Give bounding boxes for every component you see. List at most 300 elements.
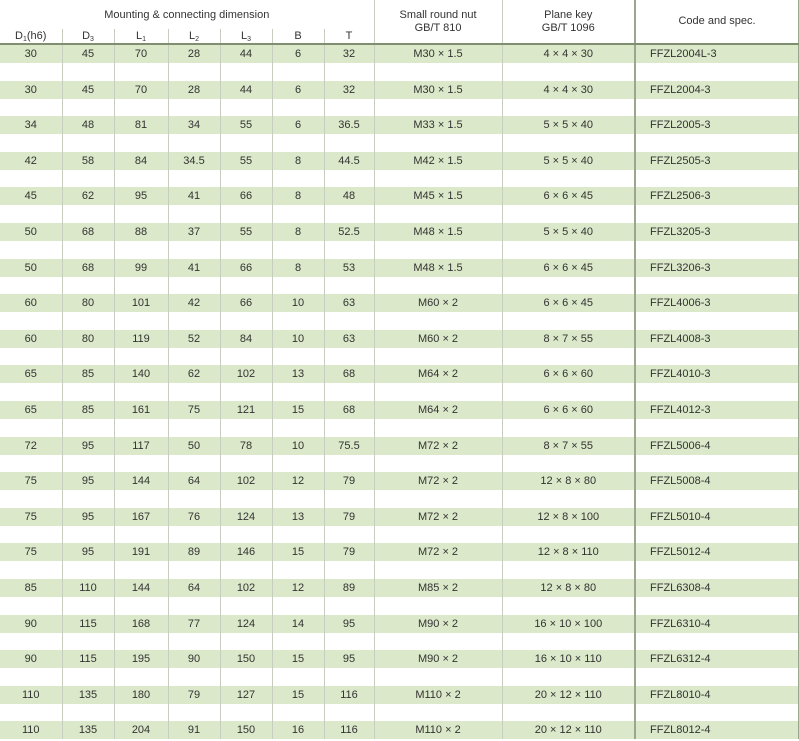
separator-cell xyxy=(502,597,635,615)
separator-cell xyxy=(374,312,502,330)
cell-b: 15 xyxy=(272,650,324,668)
cell-d3: 95 xyxy=(62,543,114,561)
separator-cell xyxy=(635,63,799,81)
separator-cell xyxy=(635,668,799,686)
separator-cell xyxy=(0,205,62,223)
col-header-subscript: 2 xyxy=(195,35,200,43)
separator-cell xyxy=(502,668,635,686)
separator-cell xyxy=(220,348,272,366)
cell-code: FFZL6312-4 xyxy=(635,650,799,668)
cell-round-nut: M64 × 2 xyxy=(374,365,502,383)
cell-l3: 124 xyxy=(220,508,272,526)
cell-plane-key: 8 × 7 × 55 xyxy=(502,437,635,455)
cell-l3: 78 xyxy=(220,437,272,455)
cell-round-nut: M42 × 1.5 xyxy=(374,152,502,170)
col-header-subscript: 3 xyxy=(247,35,252,43)
cell-l2: 41 xyxy=(168,259,220,277)
col-header-base: D xyxy=(15,29,23,42)
col-header-subscript: 3 xyxy=(90,35,94,43)
table-row xyxy=(0,401,799,419)
cell-plane-key: 6 × 6 × 60 xyxy=(502,365,635,383)
separator-cell xyxy=(502,561,635,579)
separator-cell xyxy=(0,170,62,188)
cell-l2: 34 xyxy=(168,116,220,134)
cell-l3: 146 xyxy=(220,543,272,561)
cell-round-nut: M60 × 2 xyxy=(374,330,502,348)
separator-cell xyxy=(62,277,114,295)
cell-l1: 84 xyxy=(114,152,168,170)
col-header-base: L xyxy=(240,29,248,42)
separator-cell xyxy=(324,455,374,473)
separator-cell xyxy=(502,205,635,223)
table-row xyxy=(0,259,799,277)
cell-round-nut: M72 × 2 xyxy=(374,543,502,561)
cell-code: FFZL5006-4 xyxy=(635,437,799,455)
cell-d3: 95 xyxy=(62,472,114,490)
separator-cell xyxy=(0,383,62,401)
separator-cell xyxy=(168,241,220,259)
cell-l3: 121 xyxy=(220,401,272,419)
separator-cell xyxy=(324,668,374,686)
separator-cell xyxy=(324,312,374,330)
separator-cell xyxy=(62,490,114,508)
cell-l2: 34.5 xyxy=(168,152,220,170)
separator-cell xyxy=(272,312,324,330)
separator-cell xyxy=(635,490,799,508)
separator-cell xyxy=(635,383,799,401)
separator-cell xyxy=(0,455,62,473)
cell-d1: 65 xyxy=(0,365,62,383)
separator-cell xyxy=(0,63,62,81)
cell-l3: 44 xyxy=(220,44,272,63)
separator-cell xyxy=(635,633,799,651)
separator-cell xyxy=(272,241,324,259)
cell-round-nut: M90 × 2 xyxy=(374,615,502,633)
cell-t: 116 xyxy=(324,721,374,739)
separator-cell xyxy=(374,170,502,188)
cell-t: 63 xyxy=(324,330,374,348)
separator-cell xyxy=(0,241,62,259)
cell-l1: 161 xyxy=(114,401,168,419)
separator-cell xyxy=(324,348,374,366)
cell-d1: 50 xyxy=(0,223,62,241)
separator-cell xyxy=(114,241,168,259)
separator-cell xyxy=(374,63,502,81)
table-row xyxy=(0,543,799,561)
cell-l2: 52 xyxy=(168,330,220,348)
separator-cell xyxy=(0,419,62,437)
cell-l2: 50 xyxy=(168,437,220,455)
separator-cell xyxy=(62,241,114,259)
separator-cell xyxy=(114,597,168,615)
cell-l1: 101 xyxy=(114,294,168,312)
cell-code: FFZL8012-4 xyxy=(635,721,799,739)
separator-cell xyxy=(502,277,635,295)
separator-cell xyxy=(272,63,324,81)
separator-cell xyxy=(272,455,324,473)
separator-cell xyxy=(635,455,799,473)
separator-cell xyxy=(62,99,114,117)
cell-d1: 110 xyxy=(0,721,62,739)
cell-plane-key: 16 × 10 × 110 xyxy=(502,650,635,668)
cell-plane-key: 5 × 5 × 40 xyxy=(502,223,635,241)
separator-cell xyxy=(635,419,799,437)
row-separator xyxy=(0,633,799,651)
col-header-base: B xyxy=(294,30,302,42)
separator-cell xyxy=(0,348,62,366)
cell-t: 32 xyxy=(324,81,374,99)
cell-l2: 79 xyxy=(168,686,220,704)
cell-l3: 102 xyxy=(220,365,272,383)
cell-round-nut: M48 × 1.5 xyxy=(374,223,502,241)
separator-cell xyxy=(324,597,374,615)
cell-d1: 42 xyxy=(0,152,62,170)
cell-d1: 60 xyxy=(0,330,62,348)
cell-round-nut: M72 × 2 xyxy=(374,508,502,526)
separator-cell xyxy=(168,704,220,722)
cell-l1: 144 xyxy=(114,472,168,490)
cell-l1: 88 xyxy=(114,223,168,241)
cell-d3: 110 xyxy=(62,579,114,597)
separator-cell xyxy=(324,419,374,437)
separator-cell xyxy=(0,561,62,579)
separator-cell xyxy=(324,277,374,295)
row-separator xyxy=(0,277,799,295)
separator-cell xyxy=(0,526,62,544)
cell-round-nut: M90 × 2 xyxy=(374,650,502,668)
cell-code: FFZL3205-3 xyxy=(635,223,799,241)
separator-cell xyxy=(62,704,114,722)
cell-b: 6 xyxy=(272,116,324,134)
cell-l1: 195 xyxy=(114,650,168,668)
cell-plane-key: 8 × 7 × 55 xyxy=(502,330,635,348)
cell-l1: 168 xyxy=(114,615,168,633)
separator-cell xyxy=(324,633,374,651)
cell-round-nut: M33 × 1.5 xyxy=(374,116,502,134)
cell-l1: 99 xyxy=(114,259,168,277)
cell-t: 36.5 xyxy=(324,116,374,134)
col-d1-header xyxy=(0,29,62,44)
separator-cell xyxy=(635,597,799,615)
cell-plane-key: 12 × 8 × 100 xyxy=(502,508,635,526)
separator-cell xyxy=(168,205,220,223)
cell-d1: 50 xyxy=(0,259,62,277)
separator-cell xyxy=(635,526,799,544)
separator-cell xyxy=(324,561,374,579)
cell-b: 12 xyxy=(272,579,324,597)
separator-cell xyxy=(0,312,62,330)
cell-d3: 58 xyxy=(62,152,114,170)
separator-cell xyxy=(62,348,114,366)
cell-code: FFZL5010-4 xyxy=(635,508,799,526)
cell-l1: 70 xyxy=(114,81,168,99)
cell-t: 32 xyxy=(324,44,374,63)
separator-cell xyxy=(635,134,799,152)
separator-cell xyxy=(220,526,272,544)
separator-cell xyxy=(635,99,799,117)
cell-plane-key: 12 × 8 × 110 xyxy=(502,543,635,561)
separator-cell xyxy=(168,668,220,686)
separator-cell xyxy=(168,419,220,437)
table-row xyxy=(0,330,799,348)
cell-l2: 37 xyxy=(168,223,220,241)
cell-b: 15 xyxy=(272,543,324,561)
separator-cell xyxy=(272,419,324,437)
cell-code: FFZL5008-4 xyxy=(635,472,799,490)
cell-d1: 60 xyxy=(0,294,62,312)
cell-d1: 30 xyxy=(0,81,62,99)
separator-cell xyxy=(220,205,272,223)
key-header-line2: GB/T 1096 xyxy=(541,21,595,34)
separator-cell xyxy=(0,134,62,152)
separator-cell xyxy=(272,348,324,366)
separator-cell xyxy=(374,99,502,117)
separator-cell xyxy=(635,348,799,366)
separator-cell xyxy=(62,419,114,437)
cell-l3: 44 xyxy=(220,81,272,99)
separator-cell xyxy=(114,205,168,223)
cell-d3: 68 xyxy=(62,259,114,277)
separator-cell xyxy=(0,99,62,117)
separator-cell xyxy=(324,205,374,223)
separator-cell xyxy=(272,99,324,117)
cell-t: 53 xyxy=(324,259,374,277)
cell-round-nut: M60 × 2 xyxy=(374,294,502,312)
cell-code: FFZL4006-3 xyxy=(635,294,799,312)
separator-cell xyxy=(220,99,272,117)
header-plane-key xyxy=(502,0,635,44)
cell-plane-key: 6 × 6 × 60 xyxy=(502,401,635,419)
cell-d3: 115 xyxy=(62,615,114,633)
separator-cell xyxy=(374,633,502,651)
separator-cell xyxy=(168,490,220,508)
cell-t: 95 xyxy=(324,650,374,668)
cell-plane-key: 6 × 6 × 45 xyxy=(502,294,635,312)
separator-cell xyxy=(324,383,374,401)
separator-cell xyxy=(0,277,62,295)
separator-cell xyxy=(374,348,502,366)
separator-cell xyxy=(220,704,272,722)
cell-l2: 42 xyxy=(168,294,220,312)
separator-cell xyxy=(168,597,220,615)
cell-l3: 55 xyxy=(220,116,272,134)
separator-cell xyxy=(114,63,168,81)
cell-t: 79 xyxy=(324,543,374,561)
cell-plane-key: 20 × 12 × 110 xyxy=(502,686,635,704)
cell-code: FFZL2505-3 xyxy=(635,152,799,170)
separator-cell xyxy=(114,526,168,544)
cell-plane-key: 6 × 6 × 45 xyxy=(502,187,635,205)
separator-cell xyxy=(114,668,168,686)
cell-d3: 62 xyxy=(62,187,114,205)
separator-cell xyxy=(635,312,799,330)
separator-cell xyxy=(220,633,272,651)
cell-t: 68 xyxy=(324,401,374,419)
table-body xyxy=(0,44,799,739)
cell-round-nut: M64 × 2 xyxy=(374,401,502,419)
separator-cell xyxy=(502,490,635,508)
separator-cell xyxy=(62,633,114,651)
nut-header-line2: GB/T 810 xyxy=(414,21,462,34)
separator-cell xyxy=(114,134,168,152)
cell-b: 14 xyxy=(272,615,324,633)
key-header-line1: Plane key xyxy=(544,8,593,21)
row-separator xyxy=(0,63,799,81)
cell-d1: 30 xyxy=(0,44,62,63)
col-header-suffix: (h6) xyxy=(26,29,47,42)
cell-code: FFZL2005-3 xyxy=(635,116,799,134)
separator-cell xyxy=(635,561,799,579)
separator-cell xyxy=(220,668,272,686)
cell-code: FFZL4012-3 xyxy=(635,401,799,419)
cell-t: 52.5 xyxy=(324,223,374,241)
cell-d3: 95 xyxy=(62,508,114,526)
table-row xyxy=(0,187,799,205)
separator-cell xyxy=(502,455,635,473)
cell-t: 44.5 xyxy=(324,152,374,170)
separator-cell xyxy=(114,490,168,508)
cell-plane-key: 5 × 5 × 40 xyxy=(502,152,635,170)
col-d3-header xyxy=(62,29,114,44)
separator-cell xyxy=(220,561,272,579)
separator-cell xyxy=(324,526,374,544)
separator-cell xyxy=(62,526,114,544)
col-t-header xyxy=(324,29,374,44)
separator-cell xyxy=(374,134,502,152)
separator-cell xyxy=(502,526,635,544)
cell-l2: 75 xyxy=(168,401,220,419)
cell-code: FFZL4008-3 xyxy=(635,330,799,348)
separator-cell xyxy=(168,526,220,544)
separator-cell xyxy=(168,99,220,117)
nut-header-line1: Small round nut xyxy=(399,8,477,21)
row-separator xyxy=(0,241,799,259)
separator-cell xyxy=(62,597,114,615)
separator-cell xyxy=(374,704,502,722)
cell-l3: 150 xyxy=(220,650,272,668)
separator-cell xyxy=(502,419,635,437)
cell-plane-key: 20 × 12 × 110 xyxy=(502,721,635,739)
cell-b: 8 xyxy=(272,152,324,170)
separator-cell xyxy=(272,597,324,615)
separator-cell xyxy=(272,668,324,686)
separator-cell xyxy=(62,63,114,81)
cell-plane-key: 12 × 8 × 80 xyxy=(502,472,635,490)
separator-cell xyxy=(635,205,799,223)
cell-d1: 90 xyxy=(0,650,62,668)
group-header-mounting: Mounting & connecting dimension xyxy=(0,0,374,29)
separator-cell xyxy=(374,419,502,437)
separator-cell xyxy=(502,633,635,651)
header-small-round-nut xyxy=(374,0,502,44)
cell-round-nut: M30 × 1.5 xyxy=(374,44,502,63)
separator-cell xyxy=(324,241,374,259)
separator-cell xyxy=(220,419,272,437)
separator-cell xyxy=(635,704,799,722)
separator-cell xyxy=(114,561,168,579)
table-header xyxy=(0,0,799,44)
separator-cell xyxy=(0,597,62,615)
cell-l1: 204 xyxy=(114,721,168,739)
row-separator xyxy=(0,134,799,152)
table-row xyxy=(0,508,799,526)
table-row xyxy=(0,294,799,312)
separator-cell xyxy=(62,668,114,686)
separator-cell xyxy=(272,205,324,223)
table-row xyxy=(0,223,799,241)
separator-cell xyxy=(0,668,62,686)
separator-cell xyxy=(62,205,114,223)
cell-l1: 117 xyxy=(114,437,168,455)
header-code-spec: Code and spec. xyxy=(635,0,799,44)
separator-cell xyxy=(502,63,635,81)
cell-code: FFZL5012-4 xyxy=(635,543,799,561)
cell-d1: 72 xyxy=(0,437,62,455)
separator-cell xyxy=(114,704,168,722)
cell-t: 89 xyxy=(324,579,374,597)
separator-cell xyxy=(62,312,114,330)
separator-cell xyxy=(635,277,799,295)
separator-cell xyxy=(374,490,502,508)
separator-cell xyxy=(0,490,62,508)
col-l2-header xyxy=(168,29,220,44)
separator-cell xyxy=(114,170,168,188)
cell-d1: 75 xyxy=(0,472,62,490)
col-header-subscript: 1 xyxy=(142,35,147,43)
separator-cell xyxy=(220,312,272,330)
cell-d3: 48 xyxy=(62,116,114,134)
table-row xyxy=(0,44,799,63)
row-separator xyxy=(0,668,799,686)
cell-l2: 64 xyxy=(168,579,220,597)
cell-t: 63 xyxy=(324,294,374,312)
cell-b: 13 xyxy=(272,508,324,526)
cell-l1: 167 xyxy=(114,508,168,526)
separator-cell xyxy=(220,455,272,473)
separator-cell xyxy=(635,241,799,259)
cell-d3: 68 xyxy=(62,223,114,241)
separator-cell xyxy=(168,170,220,188)
separator-cell xyxy=(324,134,374,152)
cell-l3: 124 xyxy=(220,615,272,633)
cell-l3: 102 xyxy=(220,579,272,597)
separator-cell xyxy=(324,170,374,188)
cell-round-nut: M72 × 2 xyxy=(374,472,502,490)
cell-d1: 65 xyxy=(0,401,62,419)
separator-cell xyxy=(272,704,324,722)
separator-cell xyxy=(272,277,324,295)
cell-t: 79 xyxy=(324,508,374,526)
cell-d3: 85 xyxy=(62,401,114,419)
cell-t: 68 xyxy=(324,365,374,383)
cell-l3: 127 xyxy=(220,686,272,704)
separator-cell xyxy=(502,383,635,401)
separator-cell xyxy=(114,419,168,437)
table-row xyxy=(0,650,799,668)
col-l3-header xyxy=(220,29,272,44)
cell-t: 75.5 xyxy=(324,437,374,455)
cell-d3: 80 xyxy=(62,330,114,348)
cell-l2: 77 xyxy=(168,615,220,633)
separator-cell xyxy=(114,312,168,330)
separator-cell xyxy=(374,526,502,544)
cell-code: FFZL2506-3 xyxy=(635,187,799,205)
separator-cell xyxy=(502,241,635,259)
separator-cell xyxy=(62,170,114,188)
cell-l1: 70 xyxy=(114,44,168,63)
cell-t: 95 xyxy=(324,615,374,633)
separator-cell xyxy=(272,170,324,188)
